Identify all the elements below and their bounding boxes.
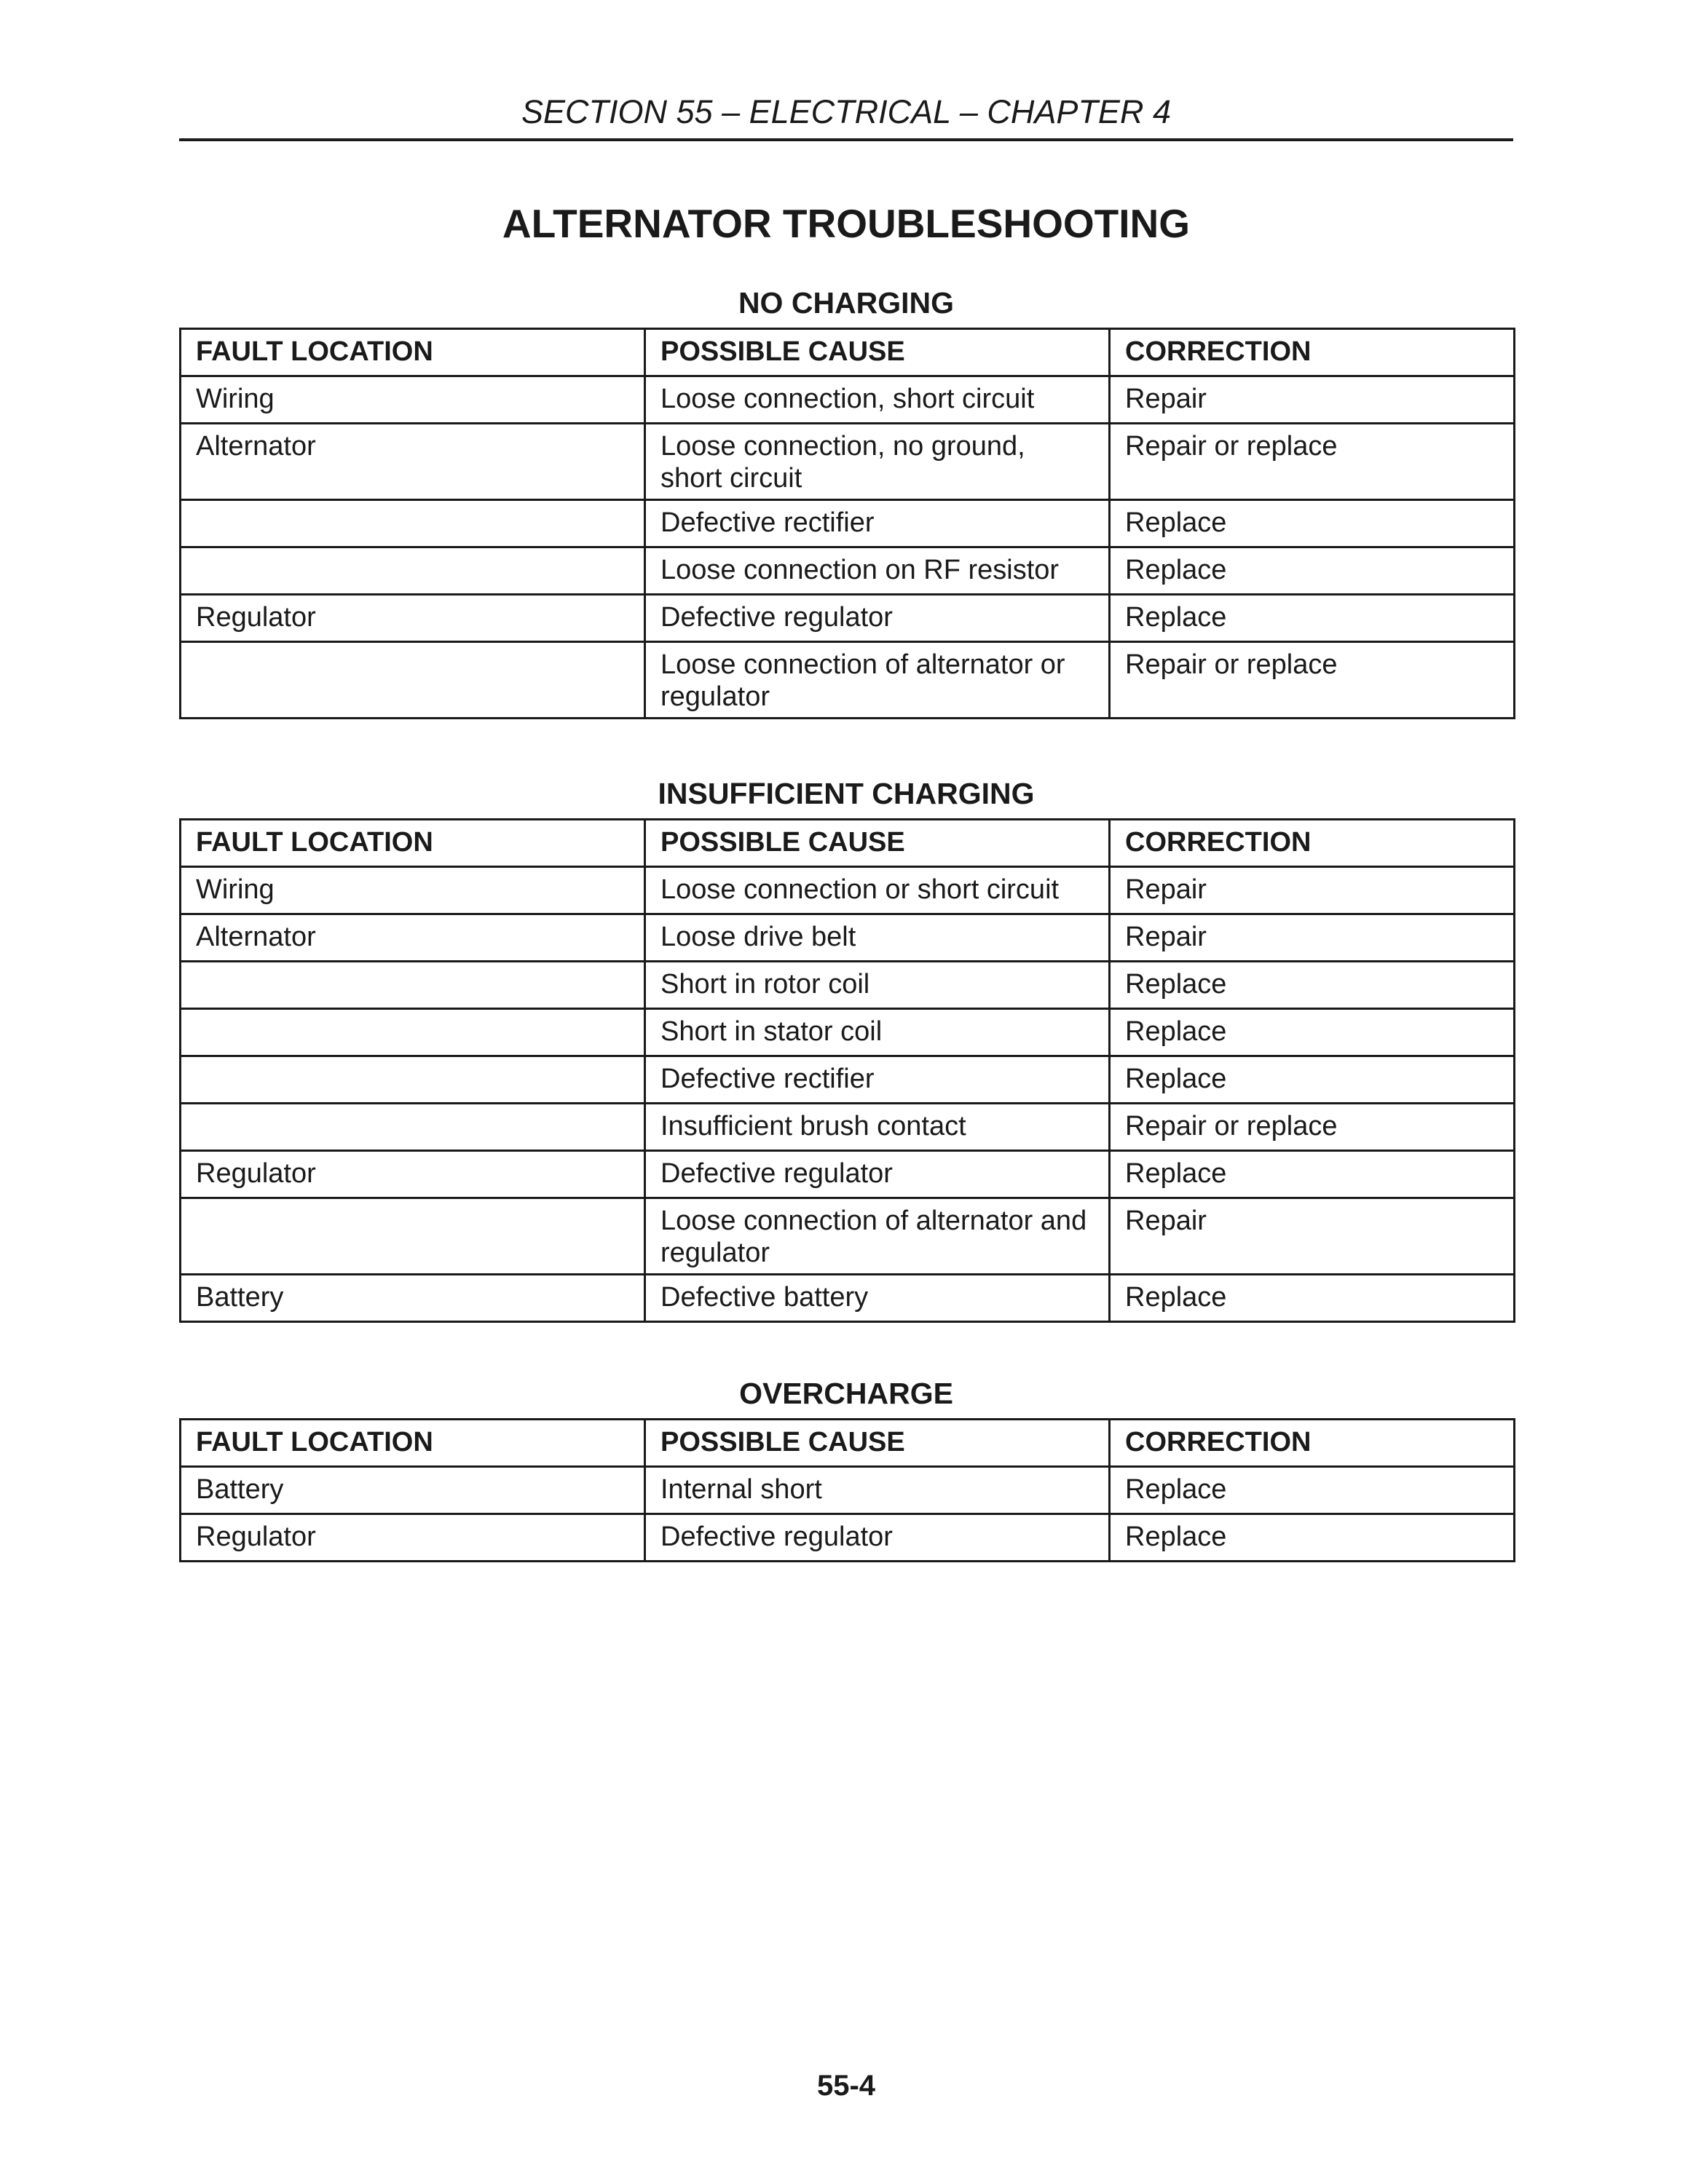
- possible-cause-cell: Defective rectifier: [645, 500, 1110, 547]
- possible-cause-cell: Insufficient brush contact: [645, 1104, 1110, 1151]
- table-row: [181, 1275, 1515, 1322]
- correction-cell: Repair or replace: [1110, 642, 1515, 719]
- fault-location-cell: Regulator: [181, 1151, 645, 1198]
- correction-cell: Replace: [1110, 1151, 1515, 1198]
- table-row: [181, 1056, 1515, 1104]
- possible-cause-cell: Loose connection of alternator and regulator: [645, 1198, 1110, 1275]
- table-row: [181, 1151, 1515, 1198]
- table-row: [181, 595, 1515, 642]
- fault-location-cell: Alternator: [181, 424, 645, 500]
- column-header-possible-cause: POSSIBLE CAUSE: [645, 329, 1110, 376]
- fault-location-cell: [181, 642, 645, 719]
- table-no-charging: [179, 328, 1515, 719]
- running-header: SECTION 55 – ELECTRICAL – CHAPTER 4: [179, 90, 1513, 141]
- column-header-possible-cause: POSSIBLE CAUSE: [645, 820, 1110, 867]
- table-row: [181, 914, 1515, 962]
- correction-cell: Repair or replace: [1110, 424, 1515, 500]
- possible-cause-cell: Defective battery: [645, 1275, 1110, 1322]
- column-header-possible-cause: POSSIBLE CAUSE: [645, 1420, 1110, 1467]
- possible-cause-cell: Short in stator coil: [645, 1009, 1110, 1056]
- table-header-row: [181, 1420, 1515, 1467]
- column-header-correction: CORRECTION: [1110, 820, 1515, 867]
- correction-cell: Replace: [1110, 1009, 1515, 1056]
- fault-location-cell: [181, 1198, 645, 1275]
- correction-cell: Repair: [1110, 914, 1515, 962]
- fault-location-cell: Wiring: [181, 376, 645, 424]
- fault-location-cell: Regulator: [181, 1514, 645, 1562]
- table-header-row: [181, 820, 1515, 867]
- possible-cause-cell: Loose connection on RF resistor: [645, 547, 1110, 595]
- page-number: 55-4: [816, 2070, 876, 2102]
- table-row: [181, 1514, 1515, 1562]
- column-header-fault-location: FAULT LOCATION: [181, 1420, 645, 1467]
- fault-location-cell: Wiring: [181, 867, 645, 914]
- possible-cause-cell: Defective rectifier: [645, 1056, 1110, 1104]
- correction-cell: Replace: [1110, 1275, 1515, 1322]
- correction-cell: Repair: [1110, 376, 1515, 424]
- table-row: [181, 642, 1515, 719]
- possible-cause-cell: Short in rotor coil: [645, 962, 1110, 1009]
- possible-cause-cell: Loose connection, no ground, short circuit: [645, 424, 1110, 500]
- possible-cause-cell: Defective regulator: [645, 1514, 1110, 1562]
- fault-location-cell: Regulator: [181, 595, 645, 642]
- correction-cell: Repair or replace: [1110, 1104, 1515, 1151]
- table-overcharge: [179, 1418, 1515, 1562]
- fault-location-cell: [181, 1009, 645, 1056]
- fault-location-cell: Battery: [181, 1467, 645, 1514]
- fault-location-cell: [181, 962, 645, 1009]
- correction-cell: Replace: [1110, 500, 1515, 547]
- possible-cause-cell: Loose connection or short circuit: [645, 867, 1110, 914]
- fault-location-cell: [181, 1056, 645, 1104]
- fault-location-cell: [181, 1104, 645, 1151]
- table-row: [181, 867, 1515, 914]
- correction-cell: Repair: [1110, 867, 1515, 914]
- fault-location-cell: [181, 500, 645, 547]
- section-title-no-charging: NO CHARGING: [738, 286, 955, 320]
- possible-cause-cell: Defective regulator: [645, 1151, 1110, 1198]
- correction-cell: Replace: [1110, 1056, 1515, 1104]
- correction-cell: Replace: [1110, 547, 1515, 595]
- correction-cell: Replace: [1110, 962, 1515, 1009]
- table-row: [181, 547, 1515, 595]
- correction-cell: Replace: [1110, 1467, 1515, 1514]
- column-header-fault-location: FAULT LOCATION: [181, 820, 645, 867]
- table-row: [181, 1198, 1515, 1275]
- page-title: ALTERNATOR TROUBLESHOOTING: [502, 201, 1191, 246]
- possible-cause-cell: Loose drive belt: [645, 914, 1110, 962]
- correction-cell: Repair: [1110, 1198, 1515, 1275]
- table-row: [181, 962, 1515, 1009]
- possible-cause-cell: Internal short: [645, 1467, 1110, 1514]
- table-row: [181, 376, 1515, 424]
- column-header-fault-location: FAULT LOCATION: [181, 329, 645, 376]
- table-header-row: [181, 329, 1515, 376]
- section-title-overcharge: OVERCHARGE: [739, 1377, 953, 1410]
- table-row: [181, 1104, 1515, 1151]
- table-row: [181, 1009, 1515, 1056]
- fault-location-cell: [181, 547, 645, 595]
- correction-cell: Replace: [1110, 595, 1515, 642]
- fault-location-cell: Battery: [181, 1275, 645, 1322]
- table-insufficient-charging: [179, 818, 1515, 1323]
- table-row: [181, 500, 1515, 547]
- fault-location-cell: Alternator: [181, 914, 645, 962]
- possible-cause-cell: Loose connection of alternator or regulator: [645, 642, 1110, 719]
- table-row: [181, 424, 1515, 500]
- correction-cell: Replace: [1110, 1514, 1515, 1562]
- section-title-insufficient-charging: INSUFFICIENT CHARGING: [658, 777, 1035, 810]
- possible-cause-cell: Loose connection, short circuit: [645, 376, 1110, 424]
- table-row: [181, 1467, 1515, 1514]
- possible-cause-cell: Defective regulator: [645, 595, 1110, 642]
- column-header-correction: CORRECTION: [1110, 1420, 1515, 1467]
- column-header-correction: CORRECTION: [1110, 329, 1515, 376]
